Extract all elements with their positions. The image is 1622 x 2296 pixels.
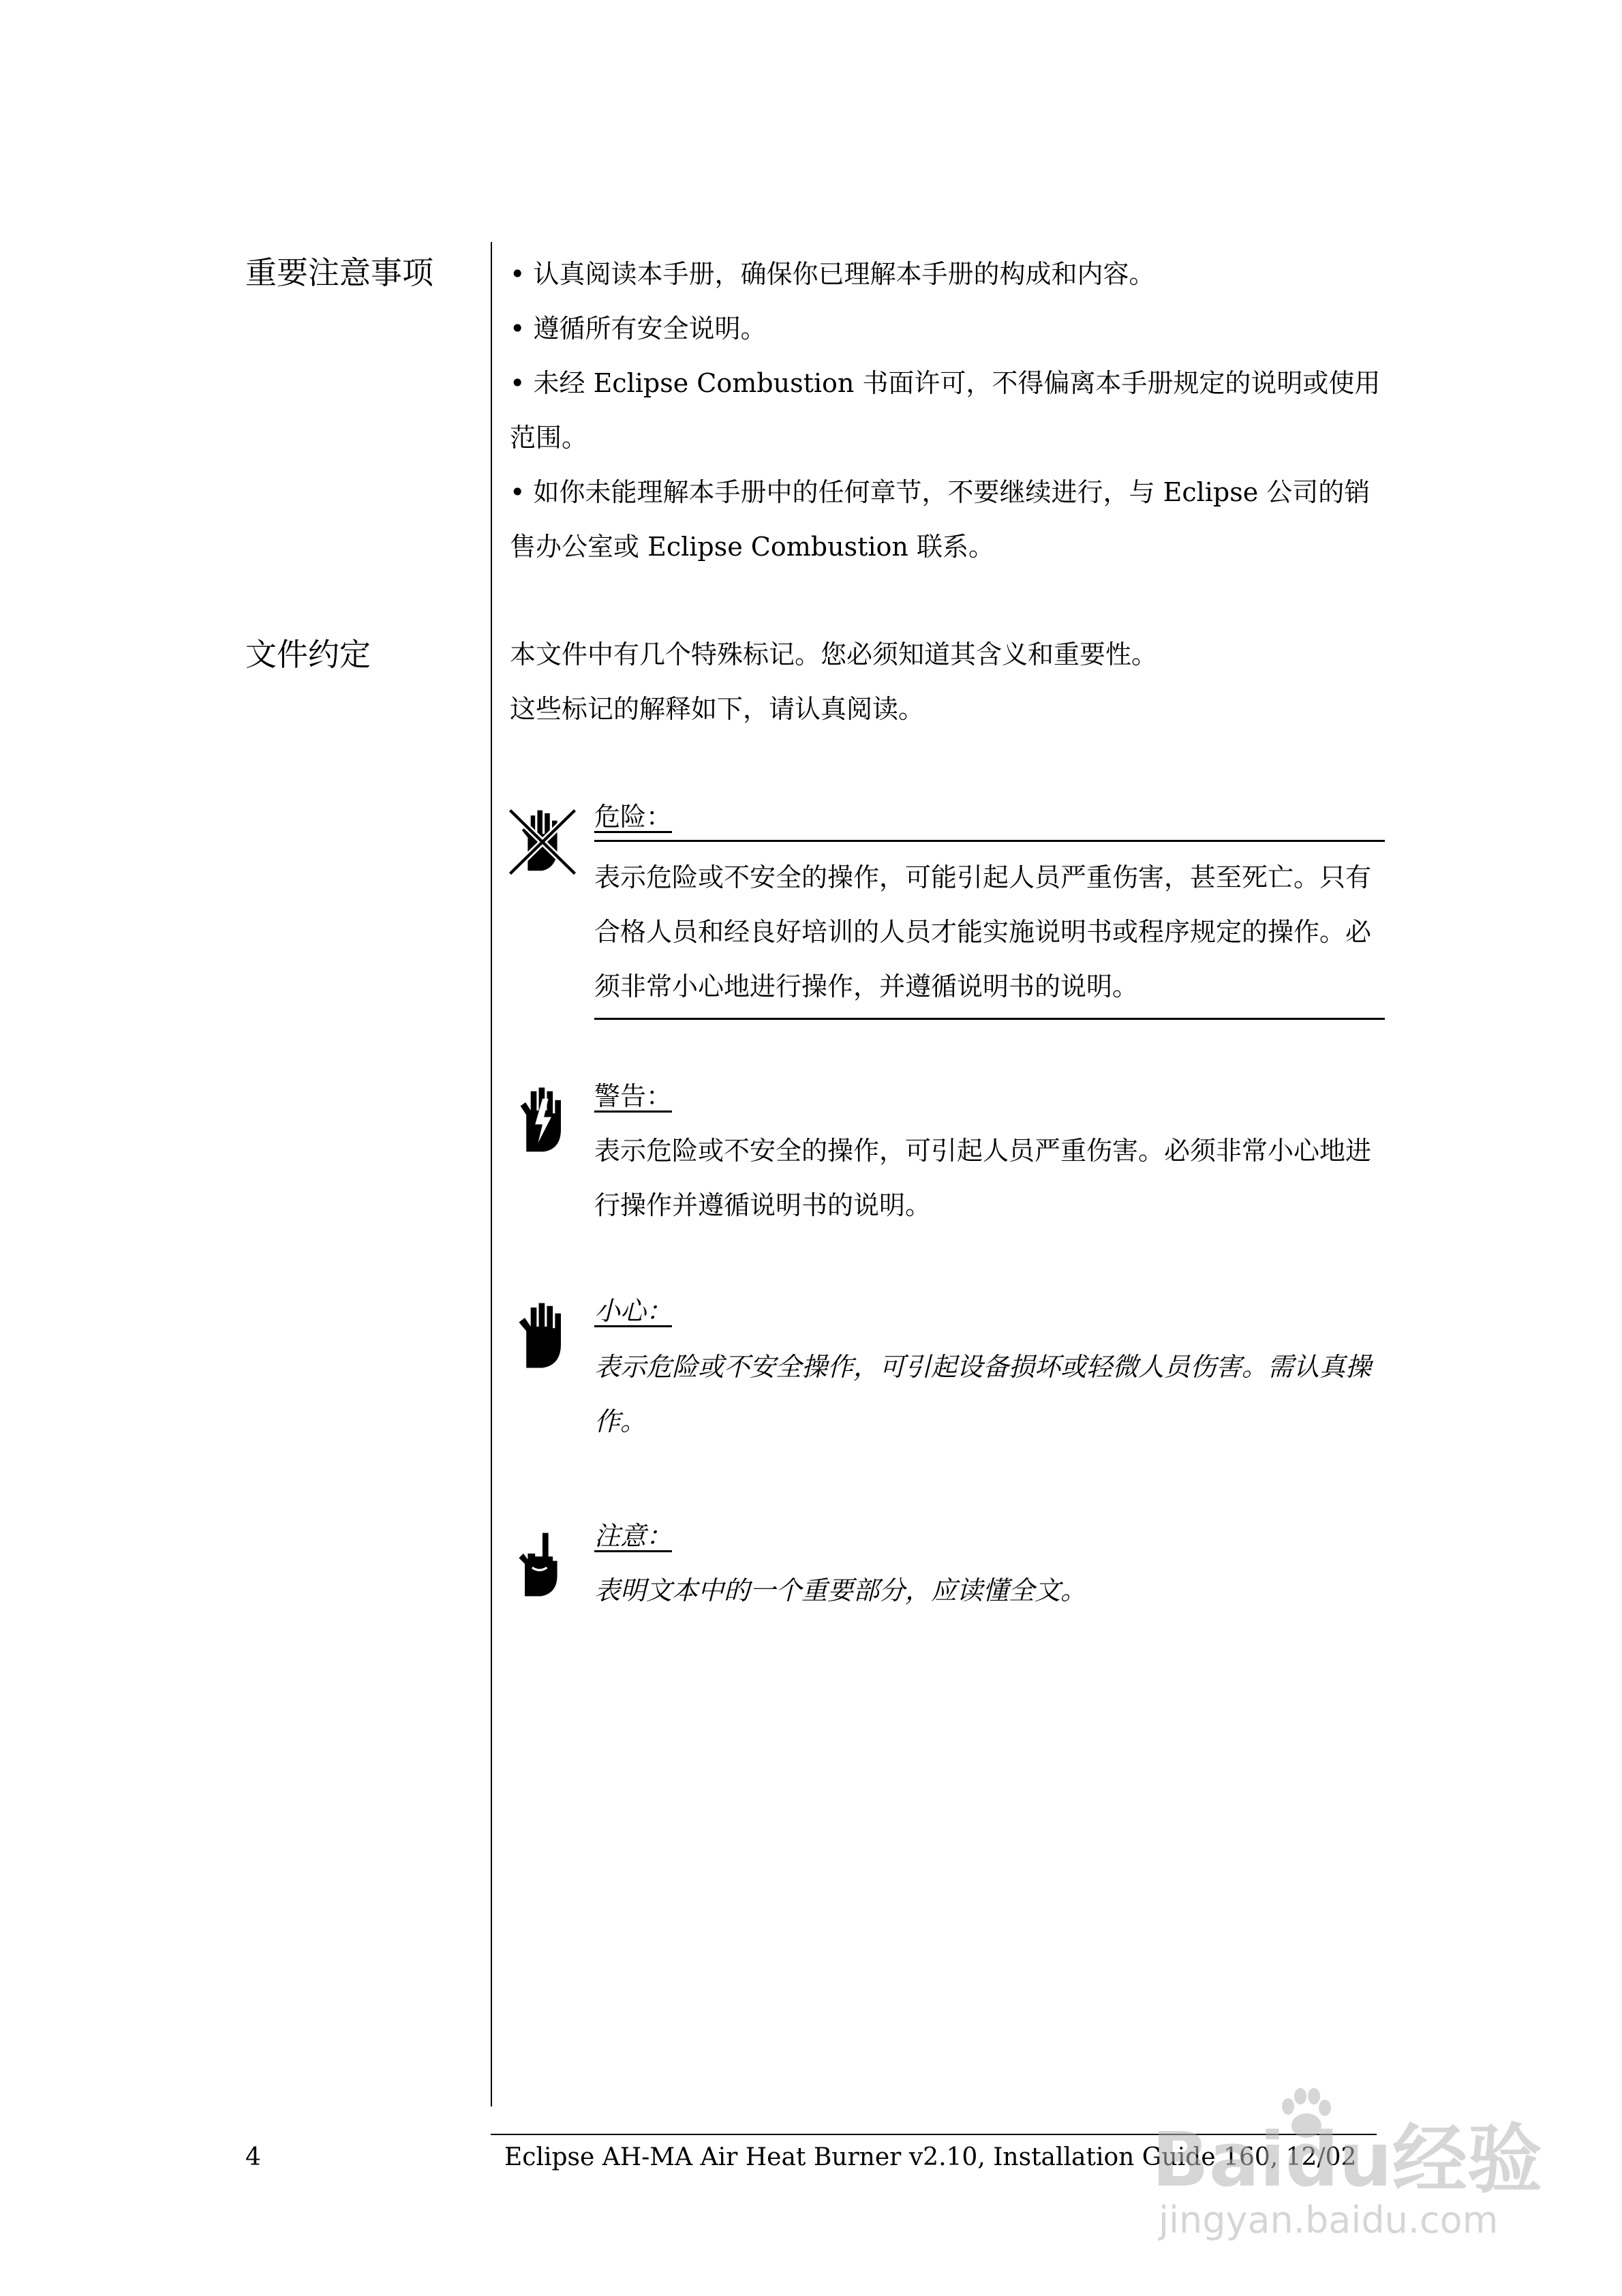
danger-title-text: 危险： (594, 802, 673, 832)
note-title (594, 1517, 672, 1555)
heading-document-conventions: 文件约定 (245, 636, 371, 673)
important-item-2: • 遵循所有安全说明。 (510, 314, 767, 344)
caution-title-text: 小心： (594, 1296, 673, 1326)
hand-stop-icon (506, 1299, 579, 1372)
caution-title (594, 1292, 672, 1330)
danger-body: 表示危险或不安全的操作，可能引起人员严重伤害，甚至死亡。只有合格人员和经良好培训的人员才能实施说明书或程序规定的操作。必须非常小心地进行操作，并遵循说明书的说明。 (594, 840, 1385, 1020)
important-notes-list (510, 247, 1389, 574)
footer-document-title: Eclipse AH-MA Air Heat Burner v2.10, Installation Guide 160, 12/02 (504, 2143, 1357, 2171)
conventions-intro-line-2: 这些标记的解释如下，请认真阅读。 (510, 694, 925, 724)
conventions-intro (510, 627, 1389, 736)
baidu-watermark (1131, 2086, 1540, 2263)
important-item-4: • 如你未能理解本手册中的任何章节，不要继续进行，与 Eclipse 公司的销售办公室或 Eclipse Combustion 联系。 (510, 477, 1371, 562)
note-title-text: 注意： (594, 1521, 673, 1551)
page-number: 4 (245, 2143, 261, 2171)
watermark-brand: Baidu经验 (1152, 2116, 1542, 2203)
heading-important-notes: 重要注意事项 (245, 254, 433, 291)
warning-body: 表示危险或不安全的操作，可引起人员严重伤害。必须非常小心地进行操作并遵循说明书的说明。 (594, 1136, 1372, 1220)
caution-body: 表示危险或不安全操作，可引起设备损坏或轻微人员伤害。需认真操作。 (594, 1352, 1372, 1436)
crossed-hand-icon (506, 804, 579, 878)
warning-title-text: 警告： (594, 1081, 673, 1111)
vertical-divider (491, 242, 492, 2106)
warning-title (594, 1077, 672, 1115)
important-item-3: • 未经 Eclipse Combustion 书面许可，不得偏离本手册规定的说明或使用范围。 (510, 368, 1381, 453)
conventions-intro-line-1: 本文件中有几个特殊标记。您必须知道其含义和重要性。 (510, 639, 1158, 669)
important-item-1: • 认真阅读本手册，确保你已理解本手册的构成和内容。 (510, 259, 1155, 289)
danger-title (594, 798, 672, 836)
pointing-hand-icon (506, 1527, 579, 1601)
watermark-url: jingyan.baidu.com (1159, 2199, 1499, 2241)
hand-lightning-icon (506, 1084, 579, 1158)
note-body: 表明文本中的一个重要部分，应读懂全文。 (594, 1575, 1087, 1605)
